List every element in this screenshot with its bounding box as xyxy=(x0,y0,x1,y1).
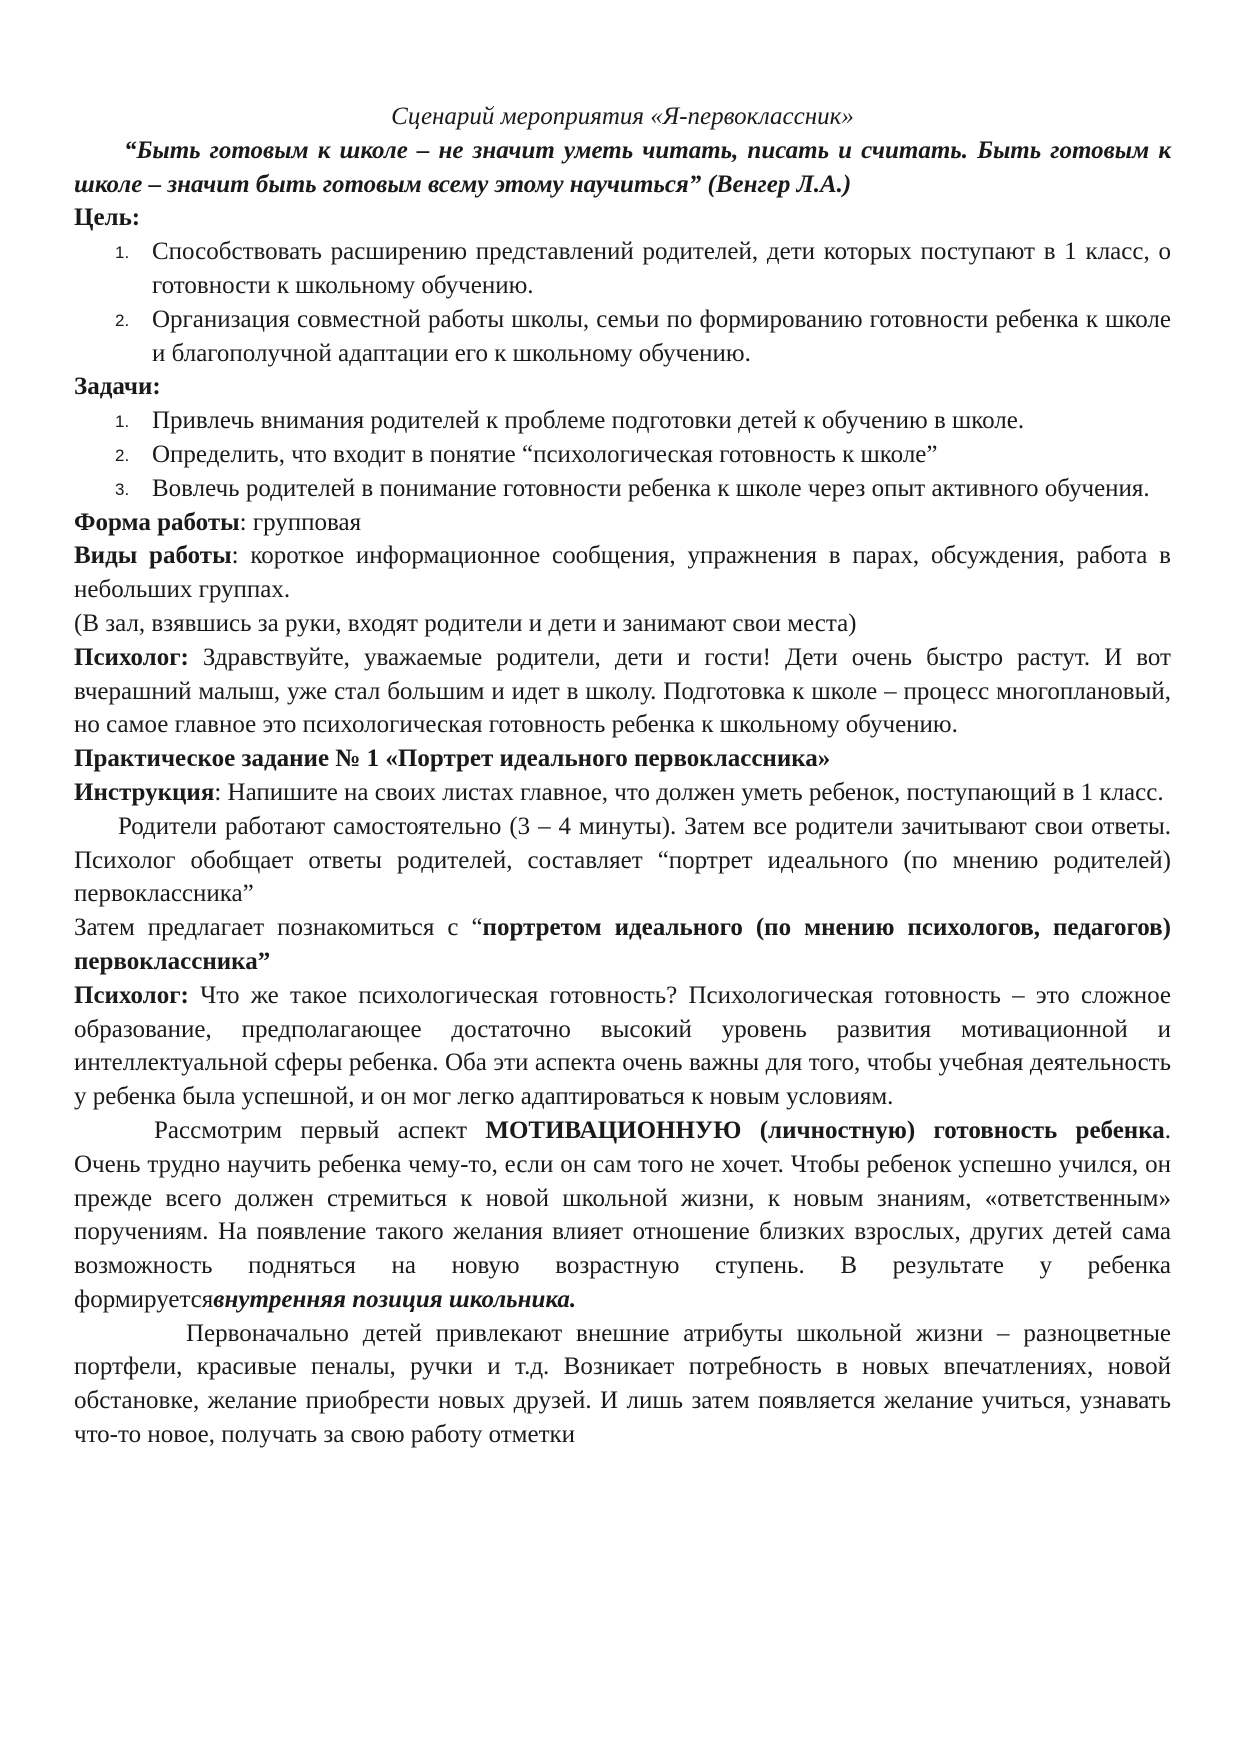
work-form-label: Форма работы xyxy=(74,508,240,536)
speaker-label: Психолог: xyxy=(74,981,189,1009)
goal-list xyxy=(74,235,1171,370)
instruction-paragraph xyxy=(74,776,1171,810)
list-number: 2. xyxy=(115,445,130,465)
list-item-text: Определить, что входит в понятие “психологическая готовность к школе” xyxy=(152,440,938,468)
instruction-text: : Напишите на своих листах главное, что должен уметь ребенок, поступающий в 1 класс. xyxy=(214,778,1164,806)
list-item xyxy=(115,404,1171,438)
then-offer-text: Затем предлагает познакомиться с “ xyxy=(74,914,483,942)
work-types-text: : короткое информационное сообщения, упражнения в парах, обсуждения, работа в небольших группах. xyxy=(74,542,1171,604)
speaker-text: Здравствуйте, уважаемые родители, дети и гости! Дети очень быстро растут. И вот вчерашний малыш, уже стал большим и идет в школу. Подготовка к школе – процесс многоплановый, но самое главное это психологическая готовность ребенка к школьному обучению. xyxy=(74,643,1171,739)
work-form-text: : групповая xyxy=(239,508,362,536)
attributes-paragraph: Первоначально детей привлекают внешние атрибуты школьной жизни – разноцветные портфели, красивые пеналы, ручки и т.д. Возникает потребность в новых впечатлениях, новой обстановке, желание приобрести новых друзей. И лишь затем появляется желание учиться, узнавать что-то новое, получать за свою работу отметки xyxy=(74,1319,1171,1449)
list-item-text: Привлечь внимания родителей к проблеме подготовки детей к обучению в школе. xyxy=(152,407,1025,435)
instruction-label: Инструкция xyxy=(74,778,215,806)
work-types-paragraph xyxy=(74,539,1171,607)
psychologist-readiness-paragraph xyxy=(74,979,1171,1114)
work-types-label: Виды работы xyxy=(74,542,232,570)
list-number: 2. xyxy=(115,310,130,330)
page-title: Сценарий мероприятия «Я-первоклассник» xyxy=(391,103,854,130)
speaker-label: Психолог: xyxy=(74,643,189,671)
motivation-paragraph xyxy=(74,1114,1171,1317)
list-number: 1. xyxy=(115,243,130,263)
epigraph-quote: “Быть готовым к школе – не значит уметь читать, писать и считать. Быть готовым к школе – значит быть готовым всему этому научиться” (Венгер Л.А.) xyxy=(74,136,1171,198)
list-item xyxy=(115,472,1171,506)
motivation-bold: МОТИВАЦИОННУЮ (личностную) готовность ребенка xyxy=(485,1116,1165,1144)
list-item-text: Вовлечь родителей в понимание готовности ребенка к школе через опыт активного обучения. xyxy=(152,474,1150,502)
motivation-pre: Рассмотрим первый аспект xyxy=(154,1116,486,1144)
motivation-text: . Очень трудно научить ребенка чему-то, если он сам того не хочет. Чтобы ребенок успешно учился, он прежде всего должен стремиться к новой школьной жизни, к новым знаниям, «ответственным» поручениям. На появление такого желания влияет отношение близких взрослых, других детей сама возможность подняться на новую возрастную ступень. В результате у ребенка формируется xyxy=(74,1116,1171,1313)
then-offer-paragraph xyxy=(74,911,1171,979)
work-form-paragraph xyxy=(74,506,1171,540)
list-number: 3. xyxy=(115,479,130,499)
psychologist-greeting-paragraph xyxy=(74,641,1171,742)
list-item xyxy=(115,303,1171,371)
tasks-list xyxy=(74,404,1171,505)
list-item xyxy=(115,438,1171,472)
then-offer-bold: портретом идеального (по мнению психологов, педагогов) первоклассника” xyxy=(74,914,1171,975)
speaker-text: Что же такое психологическая готовность? Психологическая готовность – это сложное образование, предполагающее достаточно высокий уровень развития мотивационной и интеллектуальной сферы ребенка. Оба эти аспекта очень важны для того, чтобы учебная деятельность у ребенка была успешной, и он мог легко адаптироваться к новым условиям. xyxy=(74,981,1171,1111)
motivation-bold-italic: внутренняя позиция школьника. xyxy=(213,1285,577,1313)
list-item-text: Способствовать расширению представлений родителей, дети которых поступают в 1 класс, о готовности к школьному обучению. xyxy=(152,238,1171,299)
parents-work-paragraph: Родители работают самостоятельно (3 – 4 минуты). Затем все родители зачитывают свои ответы. Психолог обобщает ответы родителей, составляет “портрет идеального (по мнению родителей) первоклассника” xyxy=(74,812,1171,908)
list-item xyxy=(115,235,1171,303)
list-item-text: Организация совместной работы школы, семьи по формированию готовности ребенка к школе и благополучной адаптации его к школьному обучению. xyxy=(152,305,1171,367)
practical-task-heading: Практическое задание № 1 «Портрет идеального первоклассника» xyxy=(74,745,831,773)
goal-heading: Цель: xyxy=(74,204,141,232)
list-number: 1. xyxy=(115,412,130,432)
stage-note: (В зал, взявшись за руки, входят родители и дети и занимают свои места) xyxy=(74,609,857,637)
tasks-heading: Задачи: xyxy=(74,373,161,401)
